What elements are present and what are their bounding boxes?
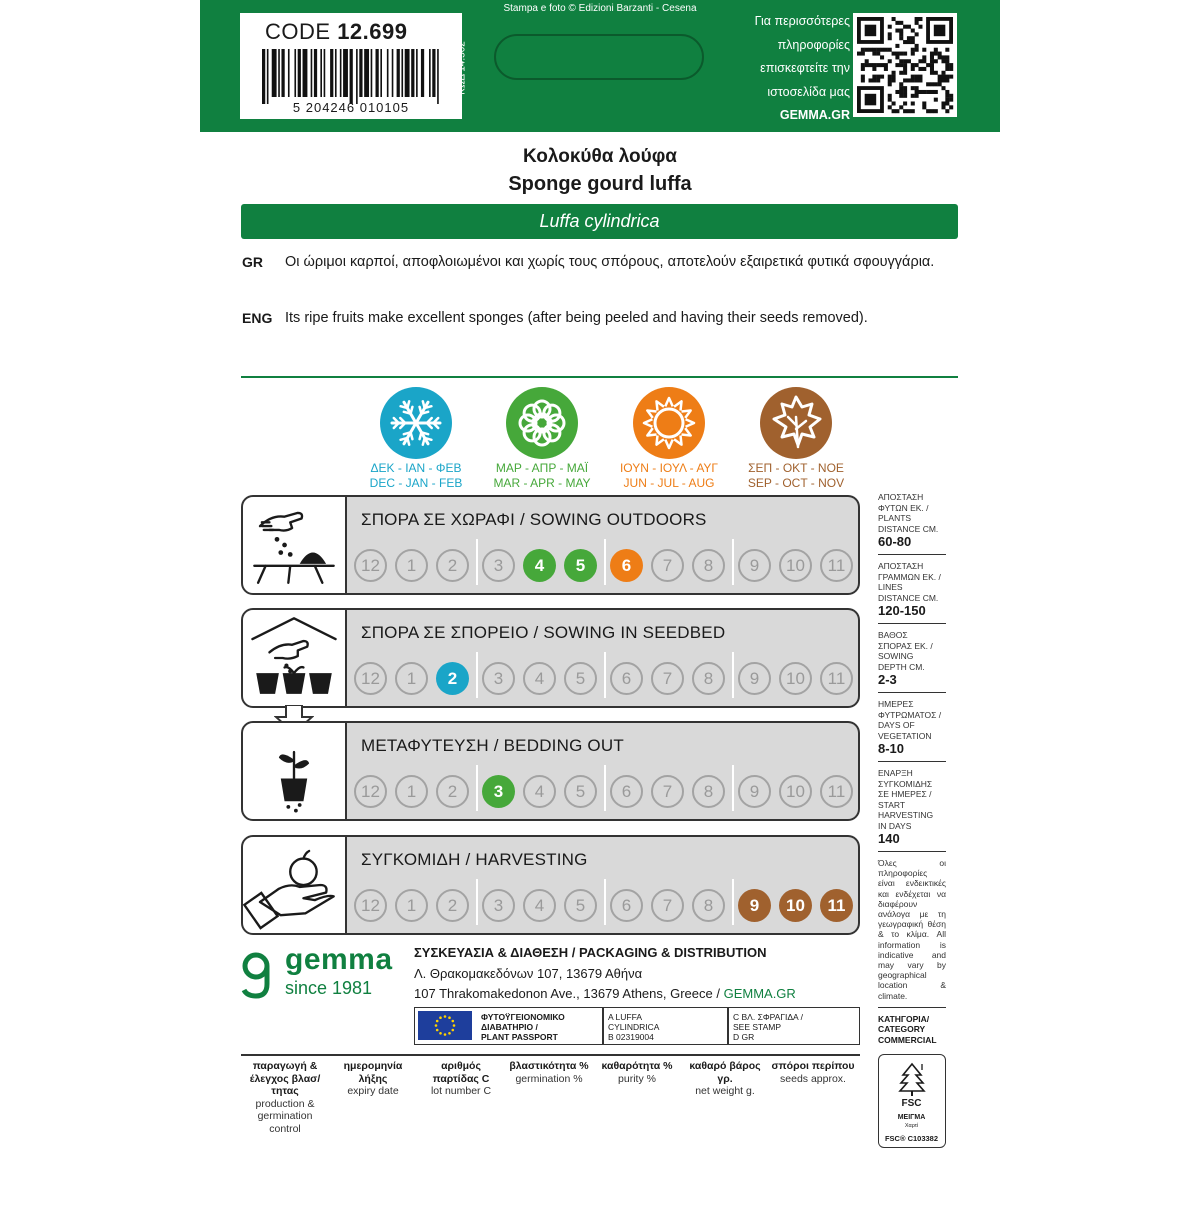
- passport-ab: [608, 1012, 659, 1042]
- quality-label-en: purity %: [618, 1072, 656, 1085]
- month-7: 7: [651, 549, 684, 582]
- season-circle: [760, 387, 832, 459]
- season-separator: [604, 539, 606, 585]
- month-2: 2: [436, 549, 469, 582]
- eu-flag-icon: [418, 1011, 472, 1040]
- quality-column: [593, 1060, 681, 1085]
- month-2: 2: [436, 662, 469, 695]
- category-value: COMMERCIAL: [878, 1034, 937, 1045]
- season-months-en: MAR - APR - MAY: [493, 476, 591, 490]
- info-value: 120-150: [878, 603, 926, 618]
- month-9: 9: [738, 889, 771, 922]
- quality-label-en: net weight g.: [695, 1085, 755, 1097]
- month-1: 1: [395, 549, 428, 582]
- leaf-icon: [760, 387, 832, 459]
- passport-title-line: ΦΥΤΟΫΓΕΙΟΝΟΜΙΚΟ: [481, 1012, 565, 1022]
- season-separator: [732, 765, 734, 811]
- season-months-gr: ΙΟΥΝ - ΙΟΥΛ - ΑΥΓ: [619, 461, 719, 475]
- month-2: 2: [436, 775, 469, 808]
- month-10: 10: [779, 775, 812, 808]
- info-value: 8-10: [878, 741, 905, 756]
- info-label: START: [878, 799, 906, 810]
- growing-info-item: [878, 561, 946, 624]
- activity-icon-box: [241, 835, 347, 935]
- month-1: 1: [395, 775, 428, 808]
- month-9: 9: [738, 775, 771, 808]
- activity-icon-box: [241, 495, 347, 595]
- seedling-icon: [243, 723, 345, 819]
- info-label: ΑΠΟΣΤΑΣΗ: [878, 561, 924, 571]
- address-gr: Λ. Θρακομακεδόνων 107, 13679 Αθήνα: [414, 966, 643, 981]
- info-line: επισκεφτείτε την: [760, 61, 850, 75]
- month-12: 12: [354, 662, 387, 695]
- season-months-en: DEC - JAN - FEB: [369, 476, 463, 490]
- month-4: 4: [523, 775, 556, 808]
- quality-label-en: germination %: [515, 1072, 583, 1085]
- passport-cd: [733, 1012, 803, 1042]
- month-12: 12: [354, 889, 387, 922]
- activity-icon-box: [241, 721, 347, 821]
- quality-column: [505, 1060, 593, 1085]
- info-label: ΒΑΘΟΣ: [878, 630, 908, 640]
- passport-b: B 02319004: [608, 1032, 654, 1042]
- info-line: πληροφορίες: [777, 37, 850, 52]
- calendar-row: [241, 721, 860, 821]
- calendar-row: [241, 608, 860, 708]
- sowing-hand-icon: [243, 497, 345, 593]
- category-label: ΚΑΤΗΓΟΡΙΑ/: [878, 1013, 930, 1024]
- info-label: LINES: [878, 582, 903, 592]
- passport-d: D GR: [733, 1032, 755, 1042]
- quality-label-gr: καθαρότητα %: [601, 1060, 673, 1072]
- kod-text: ΚΩΔ 14.502: [456, 41, 468, 95]
- month-10: 10: [779, 549, 812, 582]
- fsc-badge: [878, 1054, 946, 1148]
- packaging-title: ΣΥΣΚΕΥΑΣΙΑ & ΔΙΑΘΕΣΗ / PACKAGING & DISTRIBUTION: [414, 945, 767, 960]
- quality-column: [681, 1060, 769, 1098]
- month-4: 4: [523, 662, 556, 695]
- info-label: HARVESTING: [878, 810, 934, 820]
- month-8: 8: [692, 662, 725, 695]
- month-11: 11: [820, 889, 853, 922]
- category-label: CATEGORY: [878, 1024, 926, 1035]
- product-name-en: Sponge gourd luffa: [508, 173, 692, 195]
- season-months-en: SEP - OCT - NOV: [747, 476, 845, 490]
- month-9: 9: [738, 662, 771, 695]
- quality-column: [769, 1060, 857, 1085]
- disclaimer-note: Όλες οι πληροφορίες είναι ενδεικτικές και ενδέχεται να διαφέρουν ανάλογα με τη γεωγραφική θέση & το κλίμα. All information is indicative and may vary by geographical location & climate.: [878, 858, 946, 1008]
- month-8: 8: [692, 775, 725, 808]
- season-separator: [732, 652, 734, 698]
- info-label: VEGETATION: [878, 730, 932, 741]
- month-3: 3: [482, 549, 515, 582]
- plant-passport: [414, 1007, 860, 1045]
- season-months-gr: ΣΕΠ - ΟΚΤ - ΝΟΕ: [748, 461, 844, 475]
- calendar-row: [241, 835, 860, 935]
- activity-title: ΜΕΤΑΦΥΤΕΥΣΗ / BEDDING OUT: [361, 736, 624, 755]
- barcode-digits: 5 204246 010105: [292, 100, 410, 115]
- fsc-code: FSC® C103382: [884, 1134, 939, 1143]
- address-en-text: 107 Thrakomakedonon Ave., 13679 Athens, Greece /: [414, 986, 724, 1001]
- season-separator: [604, 765, 606, 811]
- gemma-logo-icon: [241, 950, 271, 1000]
- flower-icon: [506, 387, 578, 459]
- passport-a: CYLINDRICA: [608, 1022, 660, 1032]
- month-10: 10: [779, 662, 812, 695]
- snowflake-icon: [380, 387, 452, 459]
- info-label: ΣΠΟΡΑΣ ΕΚ. /: [878, 640, 933, 651]
- month-5: 5: [564, 662, 597, 695]
- season-separator: [732, 539, 734, 585]
- month-12: 12: [354, 775, 387, 808]
- calendar-row: [241, 495, 860, 595]
- month-8: 8: [692, 889, 725, 922]
- info-label: ΣΥΓΚΟΜΙΔΗΣ: [878, 778, 933, 789]
- month-3: 3: [482, 889, 515, 922]
- latin-name-bar: [241, 204, 958, 239]
- brand-name: gemma: [285, 943, 393, 976]
- month-6: 6: [610, 775, 643, 808]
- month-3: 3: [482, 775, 515, 808]
- info-value: 60-80: [878, 534, 912, 549]
- quality-column: [241, 1060, 329, 1135]
- activity-title: ΣΠΟΡΑ ΣΕ ΧΩΡΑΦΙ / SOWING OUTDOORS: [361, 510, 707, 529]
- season-months-gr: ΜΑΡ - ΑΠΡ - ΜΑΪ: [495, 461, 589, 475]
- month-11: 11: [820, 662, 853, 695]
- season-separator: [604, 652, 606, 698]
- growing-info-item: [878, 492, 946, 555]
- info-label: DEPTH CM.: [878, 661, 925, 672]
- month-3: 3: [482, 662, 515, 695]
- month-11: 11: [820, 775, 853, 808]
- season-circle: [506, 387, 578, 459]
- season-separator: [476, 652, 478, 698]
- latin-name: Luffa cylindrica: [539, 211, 660, 231]
- description-en: Its ripe fruits make excellent sponges (after being peeled and having their seeds removed).: [285, 310, 868, 326]
- info-label: ΣΕ ΗΜΕΡΕΣ /: [878, 789, 932, 799]
- season-label: [351, 461, 481, 491]
- month-7: 7: [651, 775, 684, 808]
- month-7: 7: [651, 662, 684, 695]
- product-name-gr: Κολοκύθα λούφα: [523, 146, 677, 167]
- passport-c: C ΒΛ. ΣΦΡΑΓΙΔΑ /: [733, 1012, 803, 1022]
- barcode-card: [240, 13, 462, 119]
- category-block: [878, 1014, 946, 1046]
- info-label: IN DAYS: [878, 820, 912, 831]
- info-label: DAYS OF: [878, 720, 915, 730]
- website-link[interactable]: GEMMA.GR: [723, 986, 796, 1001]
- passport-title-line: PLANT PASSPORT: [481, 1032, 558, 1042]
- season-label: [731, 461, 861, 491]
- info-label: ΦΥΤΡΩΜΑΤΟΣ /: [878, 709, 942, 720]
- season-months-en: JUN - JUL - AUG: [623, 476, 715, 490]
- season-label: [477, 461, 607, 491]
- hang-hole: [494, 34, 704, 80]
- quality-label-en: expiry date: [347, 1085, 399, 1097]
- passport-title-line: ΔΙΑΒΑΤΗΡΙΟ /: [481, 1022, 538, 1032]
- quality-column: [329, 1060, 417, 1098]
- fsc-word: FSC: [901, 1098, 922, 1109]
- quality-label-gr: ημερομηνία λήξης: [343, 1060, 403, 1085]
- quality-label-en: lot number C: [430, 1085, 492, 1097]
- quality-label-gr: καθαρό βάρος γρ.: [689, 1060, 761, 1085]
- info-label: ΗΜΕΡΕΣ: [878, 699, 914, 709]
- harvest-hand-icon: [243, 837, 345, 933]
- table-divider: [241, 1054, 860, 1056]
- month-5: 5: [564, 775, 597, 808]
- passport-c: SEE STAMP: [733, 1022, 782, 1032]
- info-label: ΕΝΑΡΞΗ: [878, 768, 913, 778]
- passport-title: [481, 1012, 565, 1042]
- brand-since: since 1981: [285, 978, 373, 998]
- sun-icon: [633, 387, 705, 459]
- kod-vertical: [442, 20, 482, 116]
- month-6: 6: [610, 889, 643, 922]
- quality-label-gr: παραγωγή & έλεγχος βλασ/τητας: [249, 1060, 321, 1097]
- info-text: [720, 10, 850, 128]
- season-separator: [476, 879, 478, 925]
- quality-label-en: seeds approx.: [780, 1072, 846, 1085]
- activity-title: ΣΠΟΡΑ ΣΕ ΣΠΟΡΕΙΟ / SOWING IN SEEDBED: [361, 623, 726, 642]
- month-8: 8: [692, 549, 725, 582]
- info-value: 2-3: [878, 672, 897, 687]
- growing-info-column: [878, 492, 946, 1045]
- code-label: CODE: [265, 19, 331, 44]
- growing-info-item: [878, 630, 946, 693]
- website-link[interactable]: GEMMA.GR: [779, 108, 850, 122]
- month-5: 5: [564, 889, 597, 922]
- month-6: 6: [610, 549, 643, 582]
- month-11: 11: [820, 549, 853, 582]
- lang-tag-gr: GR: [242, 254, 263, 270]
- quality-label-en: production & germination control: [255, 1097, 315, 1135]
- month-4: 4: [523, 889, 556, 922]
- month-12: 12: [354, 549, 387, 582]
- month-4: 4: [523, 549, 556, 582]
- month-7: 7: [651, 889, 684, 922]
- month-10: 10: [779, 889, 812, 922]
- qr-code-icon[interactable]: [853, 13, 957, 117]
- season-label: [604, 461, 734, 491]
- divider: [241, 376, 958, 378]
- passport-divider: [602, 1008, 604, 1044]
- fsc-paper: Χαρτί: [904, 1123, 919, 1129]
- quality-label-gr: αριθμός παρτίδας C: [432, 1060, 490, 1085]
- info-value: 140: [878, 831, 900, 846]
- fsc-mix: ΜΕΙΓΜΑ: [897, 1114, 926, 1121]
- info-label: PLANTS: [878, 513, 912, 523]
- print-credit: Stampa e foto © Edizioni Barzanti - Cesena: [503, 3, 697, 14]
- season-circle: [633, 387, 705, 459]
- info-label: DISTANCE CM.: [878, 592, 939, 603]
- lang-tag-en: ENG: [242, 310, 273, 326]
- activity-icon-box: [241, 608, 347, 708]
- info-label: ΓΡΑΜΜΩΝ ΕΚ. /: [878, 571, 941, 582]
- info-label: ΑΠΟΣΤΑΣΗ: [878, 492, 924, 502]
- passport-divider: [727, 1008, 729, 1044]
- season-separator: [732, 879, 734, 925]
- growing-info-item: [878, 699, 946, 762]
- quality-label-gr: σπόροι περίπου: [771, 1060, 855, 1072]
- month-6: 6: [610, 662, 643, 695]
- season-separator: [604, 879, 606, 925]
- code-value: 12.699: [337, 19, 408, 44]
- activity-title: ΣΥΓΚΟΜΙΔΗ / HARVESTING: [361, 850, 588, 869]
- info-line: ιστοσελίδα μας: [767, 84, 850, 99]
- address-en: [414, 986, 796, 1001]
- fsc-tree-icon: [895, 1061, 929, 1097]
- month-2: 2: [436, 889, 469, 922]
- info-label: ΦΥΤΩΝ ΕΚ. /: [878, 502, 929, 513]
- month-9: 9: [738, 549, 771, 582]
- passport-a: A LUFFA: [608, 1012, 643, 1022]
- month-1: 1: [395, 889, 428, 922]
- description-gr: Οι ώριμοι καρποί, αποφλοιωμένοι και χωρίς τους σπόρους, αποτελούν εξαιρετικά φυτικά σφουγγάρια.: [285, 254, 935, 270]
- product-code: [265, 19, 407, 45]
- season-separator: [476, 539, 478, 585]
- info-label: DISTANCE CM.: [878, 523, 939, 534]
- barcode-icon: [262, 49, 442, 104]
- quality-label-gr: βλαστικότητα %: [509, 1060, 589, 1072]
- month-1: 1: [395, 662, 428, 695]
- season-separator: [476, 765, 478, 811]
- seedbed-icon: [243, 610, 345, 706]
- season-months-gr: ΔΕΚ - ΙΑΝ - ΦΕΒ: [370, 461, 462, 475]
- month-5: 5: [564, 549, 597, 582]
- info-label: SOWING: [878, 651, 914, 661]
- quality-column: [417, 1060, 505, 1098]
- info-line: Για περισσότερες: [754, 14, 850, 28]
- season-circle: [380, 387, 452, 459]
- growing-info-item: [878, 768, 946, 852]
